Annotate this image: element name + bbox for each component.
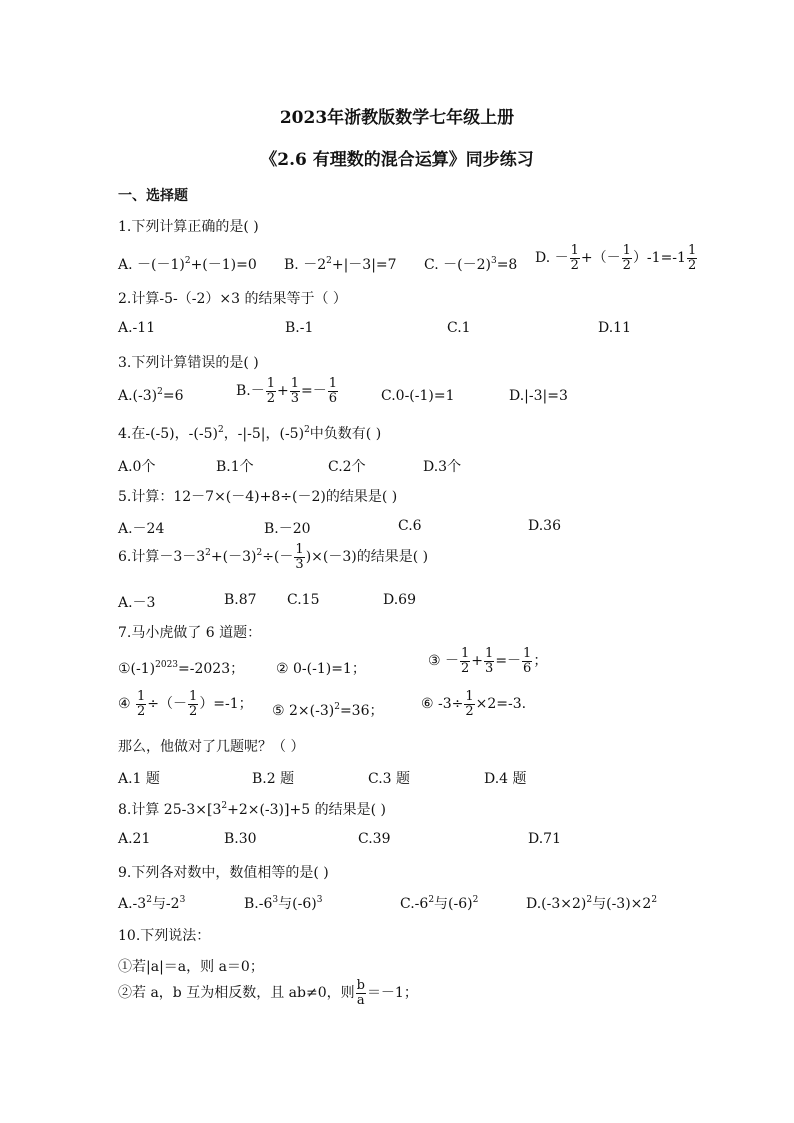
document-subtitle: 《2.6 有理数的混合运算》同步练习 xyxy=(260,150,534,170)
question-8-option-b[interactable]: B.30 xyxy=(224,831,257,847)
question-6-option-d[interactable]: D.69 xyxy=(383,592,416,608)
question-8-option-d[interactable]: D.71 xyxy=(528,831,561,847)
fraction: $\frac{1}{2}$ xyxy=(189,689,198,719)
question-3-option-a[interactable]: $A.(-3)^2=6$ xyxy=(118,387,184,404)
question-4-option-b[interactable]: B.1个 xyxy=(216,459,254,475)
question-5-stem: 5.计算：12－7×(－4)+8÷(－2)的结果是( ) xyxy=(118,489,398,505)
question-2-option-d[interactable]: D.11 xyxy=(598,320,631,336)
fraction: $\frac{1}{2}$ xyxy=(687,243,697,273)
question-7-item-3: ③ － $\frac{1}{2}$ + $\frac{1}{3}$ =－ $\frac{1}{6}$ ； xyxy=(428,646,548,676)
question-3-option-c[interactable]: C.0-(-1)=1 xyxy=(381,388,455,404)
fraction: $\frac{b}{a}$ xyxy=(356,978,365,1008)
question-5-option-a[interactable]: A.－24 xyxy=(118,521,165,537)
question-2-option-b[interactable]: B.-1 xyxy=(285,320,314,336)
question-9-option-c[interactable]: $C.-6^2$与$(-6)^2$ xyxy=(400,895,479,912)
question-3-option-d[interactable]: D.|-3|=3 xyxy=(509,388,568,404)
fraction: $\frac{1}{3}$ xyxy=(290,376,300,406)
question-9-option-d[interactable]: $D.(-3\times 2)^2$与$(-3)\times 2^2$ xyxy=(526,895,658,912)
question-4-option-c[interactable]: C.2个 xyxy=(328,459,366,475)
fraction: $\frac{1}{3}$ xyxy=(295,542,304,572)
question-3-stem: 3.下列计算错误的是( ) xyxy=(118,355,259,371)
question-5-option-c[interactable]: C.6 xyxy=(398,518,422,534)
question-9-stem: 9.下列各对数中，数值相等的是( ) xyxy=(118,865,329,881)
question-7-item-5: ⑤ $2\times(-3)^2=36$； xyxy=(272,702,384,719)
fraction: $\frac{1}{2}$ xyxy=(266,376,276,406)
question-10-stem: 10.下列说法： xyxy=(118,928,211,944)
question-5-option-d[interactable]: D.36 xyxy=(528,518,561,534)
fraction: $\frac{1}{6}$ xyxy=(523,646,532,676)
question-1-option-c[interactable]: C. $-(-2)^3=8$ xyxy=(424,256,518,273)
question-1-option-a[interactable]: A. $-(-1)^2+(-1)=0$ xyxy=(118,256,257,273)
question-9-option-a[interactable]: $A.-3^2$与$-2^3$ xyxy=(118,895,186,912)
question-10-statement-2: ②若 a，b 互为相反数，且 ab≠0，则 $\frac{b}{a}$ ＝－1； xyxy=(118,978,418,1008)
question-4-stem: 4.在-(-5)，$-(-5)^2$，-|-5|，$(-5)^2$中负数有( ) xyxy=(118,425,382,442)
question-8-option-c[interactable]: C.39 xyxy=(358,831,391,847)
question-7-option-a[interactable]: A.1 题 xyxy=(118,771,160,787)
fraction: $\frac{1}{2}$ xyxy=(622,243,631,273)
question-7-item-1: $①(-1)^{2023}=-2023$； xyxy=(118,660,245,677)
question-7-item-2: ② 0-(-1)=1； xyxy=(276,661,366,677)
question-7-item-4: ④ $\frac{1}{2}$ ÷（－ $\frac{1}{2}$ ）=-1； xyxy=(118,689,253,719)
question-6-option-a[interactable]: A.－3 xyxy=(118,595,156,611)
question-8-option-a[interactable]: A.21 xyxy=(118,831,151,847)
question-7-option-b[interactable]: B.2 题 xyxy=(252,771,295,787)
question-1-stem: 1.下列计算正确的是( ) xyxy=(118,219,259,235)
section-heading: 一、选择题 xyxy=(118,188,188,204)
question-7-stem: 7.马小虎做了 6 道题： xyxy=(118,625,262,641)
question-5-option-b[interactable]: B.－20 xyxy=(264,521,311,537)
question-7-ask: 那么，他做对了几题呢？（ ） xyxy=(118,739,305,755)
question-7-option-d[interactable]: D.4 题 xyxy=(484,771,527,787)
fraction: $\frac{1}{3}$ xyxy=(485,646,494,676)
question-7-option-c[interactable]: C.3 题 xyxy=(368,771,411,787)
fraction: $\frac{1}{6}$ xyxy=(328,376,338,406)
fraction: $\frac{1}{2}$ xyxy=(461,646,470,676)
question-2-option-c[interactable]: C.1 xyxy=(447,320,471,336)
question-6-option-b[interactable]: B.87 xyxy=(224,592,257,608)
question-1-option-b[interactable]: B. $-2^2+|-3|=7$ xyxy=(284,256,397,273)
question-8-stem: 8.计算 $25-3\times[3^2+2\times(-3)]+5$ 的结果是( ) xyxy=(118,801,386,818)
question-4-option-d[interactable]: D.3个 xyxy=(423,459,462,475)
fraction: $\frac{1}{2}$ xyxy=(137,689,146,719)
document-title: 2023年浙教版数学七年级上册 xyxy=(279,108,515,128)
question-2-stem: 2.计算-5-（-2）×3 的结果等于（ ） xyxy=(118,291,347,307)
question-4-option-a[interactable]: A.0个 xyxy=(118,459,156,475)
fraction: $\frac{1}{2}$ xyxy=(465,689,474,719)
question-9-option-b[interactable]: $B.-6^3$与$(-6)^3$ xyxy=(244,895,323,912)
fraction: $\frac{1}{2}$ xyxy=(570,243,579,273)
question-3-option-b[interactable]: B.－ $\frac{1}{2}$ + $\frac{1}{3}$ =－ $\frac{1}{6}$ xyxy=(236,376,338,406)
question-6-option-c[interactable]: C.15 xyxy=(287,592,320,608)
question-1-option-d[interactable]: D. － $\frac{1}{2}$ +（－ $\frac{1}{2}$ ）-1=-1 $\frac{1}{2}$ xyxy=(535,243,697,273)
question-2-option-a[interactable]: A.-11 xyxy=(118,320,156,336)
question-10-statement-1: ①若|a|＝a，则 a＝0； xyxy=(118,959,264,975)
question-7-item-6: ⑥ -3÷ $\frac{1}{2}$ ×2=-3. xyxy=(421,689,527,719)
question-6-stem: 6.计算$-3-3^2+(-3)^2\div(-$ $\frac{1}{3}$ )×(－3)的结果是( ) xyxy=(118,542,429,572)
